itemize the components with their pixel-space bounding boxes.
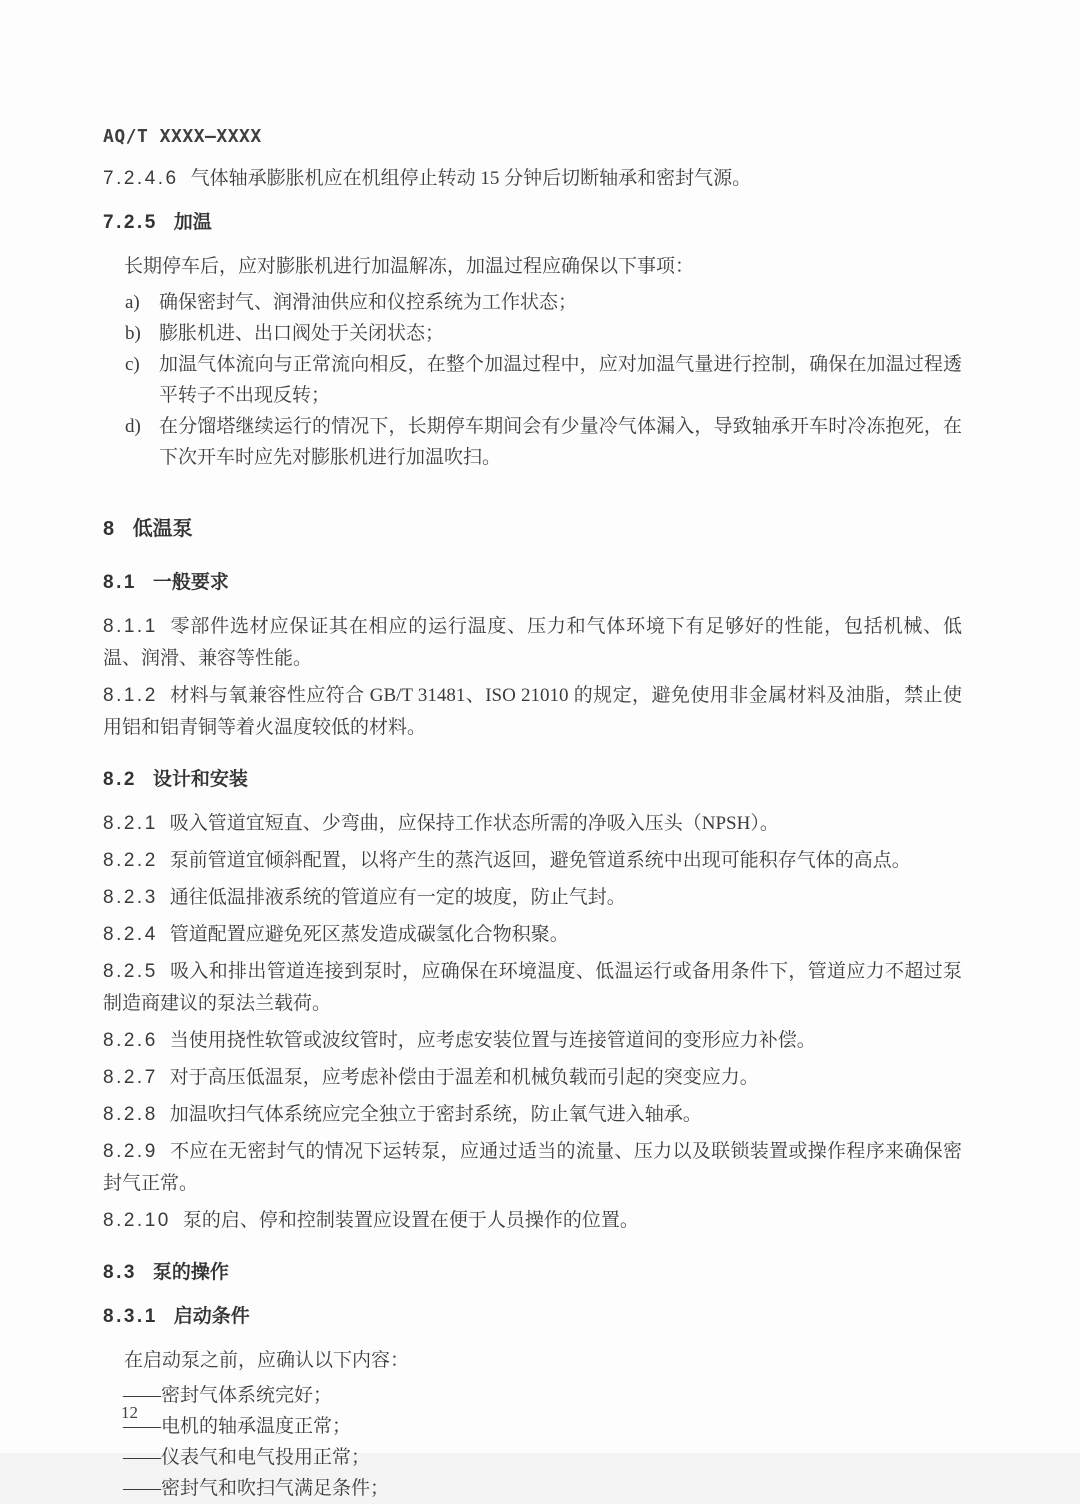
clause-text: 泵前管道宜倾斜配置，以将产生的蒸汽返回，避免管道系统中出现可能积存气体的高点。 [169, 850, 911, 871]
list-item-label: d) [125, 416, 141, 437]
heading-text: 启动条件 [173, 1306, 250, 1327]
clause-text: 泵的启、停和控制装置应设置在便于人员操作的位置。 [182, 1210, 639, 1231]
heading-number: 8.3.1 [103, 1306, 158, 1327]
heading-number: 8.1 [103, 572, 137, 593]
clause-number: 8.2.7 [103, 1067, 158, 1088]
section-heading-8.3.1 [103, 1301, 962, 1333]
clause-text: 零部件选材应保证其在相应的运行温度、压力和气体环境下有足够好的性能，包括机械、低温、润滑、兼容等性能。 [103, 616, 962, 669]
clause-number: 7.2.4.6 [103, 168, 179, 189]
clause-number: 8.2.3 [103, 887, 158, 908]
clause-8.2.4 [103, 919, 962, 951]
clause-number: 8.2.9 [103, 1141, 158, 1162]
clause-number: 8.2.5 [103, 961, 158, 982]
clause-text: 材料与氧兼容性应符合 GB/T 31481、ISO 21010 的规定，避免使用非金属材料及油脂，禁止使用铝和铝青铜等着火温度较低的材料。 [103, 685, 962, 738]
list-item-label: b) [125, 323, 141, 344]
clause-8.2.7 [103, 1062, 962, 1094]
heading-number: 8.3 [103, 1262, 137, 1283]
clause-7.2.4.6 [103, 163, 962, 195]
clause-number: 8.1.2 [103, 685, 158, 706]
clause-8.2.8 [103, 1099, 962, 1131]
heading-number: 8 [103, 518, 117, 540]
heading-text: 加温 [173, 212, 212, 233]
list-item-text: 确保密封气、润滑油供应和仪控系统为工作状态； [159, 292, 578, 313]
clause-8.2.1 [103, 808, 962, 840]
heading-text: 泵的操作 [152, 1262, 229, 1283]
list-item-text: 加温气体流向与正常流向相反，在整个加温过程中，应对加温气量进行控制，确保在加温过程透平转子不出现反转； [159, 354, 962, 406]
section-heading-8.2 [103, 764, 962, 796]
list-item-c [125, 349, 962, 411]
clause-number: 8.2.8 [103, 1104, 158, 1125]
list-item-text: 在分馏塔继续运行的情况下，长期停车期间会有少量冷气体漏入，导致轴承开车时冷冻抱死，在下次开车时应先对膨胀机进行加温吹扫。 [159, 416, 962, 468]
clause-text: 加温吹扫气体系统应完全独立于密封系统，防止氧气进入轴承。 [169, 1104, 702, 1125]
clause-8.2.2 [103, 845, 962, 877]
clause-text: 当使用挠性软管或波纹管时，应考虑安装位置与连接管道间的变形应力补偿。 [169, 1030, 816, 1051]
clause-number: 8.2.4 [103, 924, 158, 945]
clause-number: 8.1.1 [103, 616, 158, 637]
heading-number: 7.2.5 [103, 212, 158, 233]
heading-text: 低温泵 [132, 518, 193, 540]
paragraph: 在启动泵之前，应确认以下内容： [124, 1350, 410, 1371]
list-item-d [125, 411, 962, 473]
clause-8.2.3 [103, 882, 962, 914]
clause-text: 吸入和排出管道连接到泵时，应确保在环境温度、低温运行或备用条件下，管道应力不超过泵制造商建议的泵法兰载荷。 [103, 961, 962, 1014]
dash-item: ——密封气和吹扫气满足条件； [123, 1478, 390, 1499]
paragraph: 长期停车后，应对膨胀机进行加温解冻，加温过程应确保以下事项： [124, 256, 695, 277]
page-number: 12 [121, 1403, 138, 1422]
section-heading-8.1 [103, 567, 962, 599]
dash-item: ——电机的轴承温度正常； [123, 1416, 352, 1437]
clause-8.1.1 [103, 611, 962, 675]
clause-text: 气体轴承膨胀机应在机组停止转动 15 分钟后切断轴承和密封气源。 [190, 168, 752, 189]
heading-text: 设计和安装 [152, 769, 248, 790]
heading-text: 一般要求 [152, 572, 229, 593]
clause-text: 对于高压低温泵，应考虑补偿由于温差和机械负载而引起的突变应力。 [169, 1067, 759, 1088]
list-item-label: a) [125, 292, 140, 313]
list-item-label: c) [125, 354, 140, 375]
section-heading-7.2.5 [103, 207, 962, 239]
list-item-a [125, 287, 962, 318]
clause-text: 吸入管道宜短直、少弯曲，应保持工作状态所需的净吸入压头（NPSH）。 [169, 813, 779, 834]
running-header: AQ/T XXXX—XXXX [103, 126, 262, 147]
dash-item: ——密封气体系统完好； [123, 1385, 333, 1406]
dash-item: ——仪表气和电气投用正常； [123, 1447, 371, 1468]
document-body [103, 163, 962, 1504]
section-heading-8.3 [103, 1257, 962, 1289]
clause-8.2.9 [103, 1136, 962, 1200]
clause-number: 8.2.10 [103, 1210, 171, 1231]
heading-number: 8.2 [103, 769, 137, 790]
clause-text: 通往低温排液系统的管道应有一定的坡度，防止气封。 [169, 887, 626, 908]
section-heading-8 [103, 513, 962, 545]
clause-number: 8.2.6 [103, 1030, 158, 1051]
clause-text: 不应在无密封气的情况下运转泵，应通过适当的流量、压力以及联锁装置或操作程序来确保密封气正常。 [103, 1141, 962, 1194]
list-item-b [125, 318, 962, 349]
clause-text: 管道配置应避免死区蒸发造成碳氢化合物积聚。 [169, 924, 569, 945]
list-item-text: 膨胀机进、出口阀处于关闭状态； [159, 323, 445, 344]
clause-number: 8.2.2 [103, 850, 158, 871]
clause-8.1.2 [103, 680, 962, 744]
clause-8.2.10 [103, 1205, 962, 1237]
clause-8.2.5 [103, 956, 962, 1020]
clause-8.2.6 [103, 1025, 962, 1057]
clause-number: 8.2.1 [103, 813, 158, 834]
